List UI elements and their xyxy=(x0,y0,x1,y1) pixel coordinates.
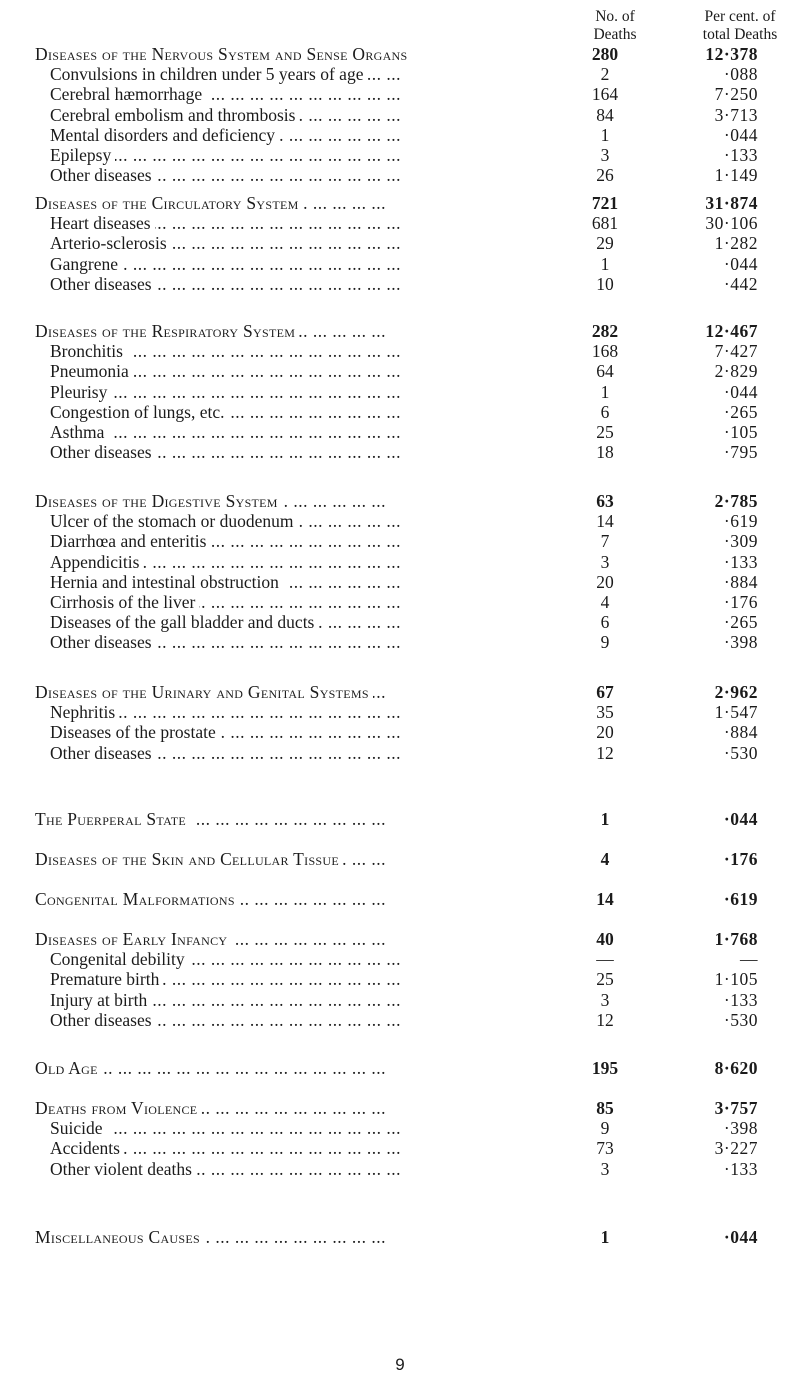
table-section xyxy=(0,889,800,909)
table-section xyxy=(0,849,800,869)
column-header-percent-line2: total Deaths xyxy=(702,26,778,43)
section-heading-row-deaths: 4 xyxy=(600,849,610,869)
table-row-label-text: Ulcer of the stomach or duodenum xyxy=(50,511,297,531)
section-heading-row-deaths: 85 xyxy=(596,1098,614,1118)
table-row-deaths: 12 xyxy=(596,1009,614,1030)
table-row-label xyxy=(50,422,545,442)
section-heading-row-percent: 2·962 xyxy=(714,682,758,702)
table-row-label xyxy=(50,722,545,742)
table-row-label xyxy=(50,382,545,402)
table-row-label xyxy=(50,612,545,632)
table-row-label xyxy=(50,1010,545,1030)
section-heading-row-label xyxy=(35,1058,545,1078)
table-row-deaths: 26 xyxy=(596,165,614,186)
table-row-deaths: 12 xyxy=(596,742,614,763)
table-section xyxy=(0,1227,800,1247)
table-row-label-text: Other diseases xyxy=(50,743,156,763)
section-heading-row-label-text: Diseases of the Nervous System and Sense Organs xyxy=(35,44,412,64)
table-row-percent: ·105 xyxy=(723,421,758,442)
table-row-percent: ·795 xyxy=(723,442,758,463)
table-row-deaths: 3 xyxy=(600,989,610,1010)
table-row-label xyxy=(50,125,545,145)
table-row-percent: ·044 xyxy=(723,253,758,274)
table-row-percent: ·442 xyxy=(723,273,758,294)
table-row-deaths: 9 xyxy=(600,632,610,653)
section-heading-row xyxy=(0,1227,800,1247)
section-heading-row-percent: 8·620 xyxy=(714,1058,758,1078)
table-row-deaths: 1 xyxy=(600,124,610,145)
table-section xyxy=(0,491,800,653)
table-row-label xyxy=(50,743,545,763)
table-row xyxy=(0,1010,800,1030)
section-heading-row-label xyxy=(35,682,545,702)
table-row-percent: 3·713 xyxy=(714,104,758,125)
section-heading-row xyxy=(0,44,800,64)
section-heading-row-deaths: 67 xyxy=(596,682,614,702)
table-row xyxy=(0,1118,800,1138)
section-heading-row xyxy=(0,849,800,869)
table-row xyxy=(0,145,800,165)
section-heading-row-label-text: Diseases of the Circulatory System xyxy=(35,193,303,213)
section-heading-row xyxy=(0,193,800,213)
section-heading-row-label xyxy=(35,1098,545,1118)
table-row-label-text: Other diseases xyxy=(50,274,156,294)
table-row-label xyxy=(50,84,545,104)
section-heading-row-deaths: 63 xyxy=(596,491,614,511)
table-row xyxy=(0,274,800,294)
table-section xyxy=(0,321,800,462)
table-row xyxy=(0,1159,800,1179)
table-row xyxy=(0,64,800,84)
table-row-label xyxy=(50,632,545,652)
table-row xyxy=(0,213,800,233)
table-row-deaths: 9 xyxy=(600,1118,610,1139)
table-row-label xyxy=(50,1138,545,1158)
section-heading-row-label-text: Diseases of the Skin and Cellular Tissue xyxy=(35,849,343,869)
table-section xyxy=(0,809,800,829)
table-row-label-text: Pleurisy xyxy=(50,382,111,402)
table-row-label xyxy=(50,702,545,722)
section-heading-row-deaths: 280 xyxy=(591,44,619,64)
table-row-percent: ·133 xyxy=(723,1158,758,1179)
section-heading-row xyxy=(0,889,800,909)
section-heading-row-percent: 12·378 xyxy=(705,44,758,64)
table-row-percent: ·530 xyxy=(723,1009,758,1030)
table-row xyxy=(0,572,800,592)
section-heading-row xyxy=(0,321,800,341)
section-heading-row-label xyxy=(35,44,545,64)
table-row xyxy=(0,990,800,1010)
section-heading-row-percent: 1·768 xyxy=(714,929,758,949)
table-row-deaths: 2 xyxy=(600,64,610,85)
table-section xyxy=(0,929,800,1030)
table-row-percent: 7·250 xyxy=(714,84,758,105)
column-header-deaths-line2: Deaths xyxy=(593,26,637,43)
table-row-label xyxy=(50,233,545,253)
table-row-label-text: Epilepsy xyxy=(50,145,115,165)
section-heading-row-label-text: Diseases of the Respiratory System xyxy=(35,321,299,341)
table-row-label xyxy=(50,64,545,84)
section-heading-row-label-text: Old Age xyxy=(35,1058,102,1078)
table-row-percent: 2·829 xyxy=(714,361,758,382)
table-row-label-text: Bronchitis xyxy=(50,341,127,361)
table-row-percent: ·133 xyxy=(723,989,758,1010)
table-row-label-text: Hernia and intestinal obstruction xyxy=(50,572,283,592)
table-row-label xyxy=(50,274,545,294)
table-row-label-text: Cerebral embolism and thrombosis xyxy=(50,105,299,125)
section-heading-row-label-text: Miscellaneous Causes xyxy=(35,1227,204,1247)
table-row xyxy=(0,531,800,551)
table-row-percent: ·044 xyxy=(723,381,758,402)
table-row-percent: ·309 xyxy=(723,531,758,552)
table-row-label-text: Other violent deaths xyxy=(50,1159,196,1179)
table-row-label xyxy=(50,949,545,969)
table-row-deaths: 29 xyxy=(596,233,614,254)
table-row-deaths: 35 xyxy=(596,702,614,723)
section-heading-row-percent: 3·757 xyxy=(714,1098,758,1118)
section-heading-row xyxy=(0,1098,800,1118)
table-row-percent: ·265 xyxy=(723,401,758,422)
table-row-percent: ·176 xyxy=(723,591,758,612)
section-heading-row-label xyxy=(35,849,545,869)
section-heading-row xyxy=(0,491,800,511)
table-row-label-text: Heart diseases xyxy=(50,213,155,233)
section-heading-row-percent: 31·874 xyxy=(705,193,758,213)
table-row-deaths: 20 xyxy=(596,722,614,743)
table-row-deaths: 10 xyxy=(596,273,614,294)
table-row-percent: 30·106 xyxy=(705,213,758,234)
table-row-label-text: Accidents xyxy=(50,1138,124,1158)
section-heading-row-label xyxy=(35,321,545,341)
table-row-label xyxy=(50,1118,545,1138)
table-row-label xyxy=(50,552,545,572)
table-row-deaths: 64 xyxy=(596,361,614,382)
table-row-deaths: 4 xyxy=(600,591,610,612)
section-heading-row-deaths: 1 xyxy=(600,809,610,829)
table-row-label xyxy=(50,531,545,551)
table-row-label-text: Suicide xyxy=(50,1118,107,1138)
page-number: 9 xyxy=(395,1355,405,1374)
table-section xyxy=(0,193,800,294)
table-row-percent: 7·427 xyxy=(714,341,758,362)
section-heading-row-label xyxy=(35,491,545,511)
section-heading-row-label xyxy=(35,809,545,829)
table-row-deaths: 1 xyxy=(600,381,610,402)
section-heading-row-percent: ·619 xyxy=(723,889,758,909)
section-heading-row-label-text: Congenital Malformations xyxy=(35,889,239,909)
table-row xyxy=(0,592,800,612)
section-heading-row-label-text: Diseases of the Digestive System xyxy=(35,491,282,511)
table-row-deaths: 18 xyxy=(596,442,614,463)
table-row-deaths: 164 xyxy=(591,84,619,105)
table-section xyxy=(0,1098,800,1179)
table-row-label-text: Congenital debility xyxy=(50,949,189,969)
table-row-deaths: 20 xyxy=(596,571,614,592)
column-header-percent xyxy=(680,8,800,44)
table-row xyxy=(0,511,800,531)
table-row-deaths: 25 xyxy=(596,969,614,990)
table-row xyxy=(0,402,800,422)
table-row-label-text: Arterio-sclerosis xyxy=(50,233,171,253)
table-row-label xyxy=(50,341,545,361)
section-heading-row-deaths: 195 xyxy=(591,1058,619,1078)
table-row-label-text: Diseases of the prostate xyxy=(50,722,220,742)
table-row xyxy=(0,722,800,742)
table-row xyxy=(0,105,800,125)
table-row-label-text: Congestion of lungs, etc. xyxy=(50,402,229,422)
section-heading-row xyxy=(0,1058,800,1078)
table-row-deaths: — xyxy=(596,949,614,970)
table-row-deaths: 14 xyxy=(596,511,614,532)
table-row xyxy=(0,702,800,722)
column-header-deaths-line1: No. of xyxy=(595,8,635,25)
table-row xyxy=(0,165,800,185)
table-row xyxy=(0,969,800,989)
table-row-deaths: 1 xyxy=(600,253,610,274)
table-row-percent: ·133 xyxy=(723,551,758,572)
table-row-label xyxy=(50,105,545,125)
section-heading-row-label xyxy=(35,889,545,909)
table-row xyxy=(0,382,800,402)
table-row xyxy=(0,341,800,361)
table-row xyxy=(0,1138,800,1158)
table-row-label xyxy=(50,145,545,165)
section-heading-row-label-text: Deaths from Violence xyxy=(35,1098,201,1118)
table-row-deaths: 3 xyxy=(600,1158,610,1179)
section-heading-row-label-text: Diseases of Early Infancy xyxy=(35,929,231,949)
table-row xyxy=(0,422,800,442)
table-row-label-text: Pneumonia xyxy=(50,361,133,381)
section-heading-row-label-text: The Puerperal State xyxy=(35,809,190,829)
table-row-percent: ·398 xyxy=(723,1118,758,1139)
section-heading-row-label xyxy=(35,929,545,949)
table-row-percent: ·044 xyxy=(723,124,758,145)
table-row-deaths: 3 xyxy=(600,551,610,572)
table-row-label xyxy=(50,361,545,381)
table-row xyxy=(0,233,800,253)
table-row xyxy=(0,254,800,274)
section-heading-row xyxy=(0,929,800,949)
table-section xyxy=(0,44,800,185)
table-row-percent: ·619 xyxy=(723,511,758,532)
table-row xyxy=(0,125,800,145)
table-row-deaths: 681 xyxy=(591,213,619,234)
table-row xyxy=(0,442,800,462)
table-row-label-text: Other diseases xyxy=(50,442,156,462)
section-heading-row-percent: ·176 xyxy=(723,849,758,869)
table-row-deaths: 168 xyxy=(591,341,619,362)
table-row-percent: — xyxy=(740,949,758,970)
table-row-label-text: Mental disorders and deficiency xyxy=(50,125,279,145)
table-row-label-text: Other diseases xyxy=(50,632,156,652)
table-row-deaths: 3 xyxy=(600,144,610,165)
table-row-percent: 1·149 xyxy=(714,165,758,186)
section-heading-row-deaths: 282 xyxy=(591,321,619,341)
table-row-label xyxy=(50,254,545,274)
table-row-label-text: Other diseases xyxy=(50,1010,156,1030)
table-row xyxy=(0,361,800,381)
table-row xyxy=(0,552,800,572)
table-row-label xyxy=(50,572,545,592)
table-row-label xyxy=(50,213,545,233)
table-row-label-text: Injury at birth xyxy=(50,990,151,1010)
table-row xyxy=(0,743,800,763)
table-row xyxy=(0,612,800,632)
table-row-percent: ·884 xyxy=(723,571,758,592)
table-row-deaths: 6 xyxy=(600,401,610,422)
table-row-label xyxy=(50,402,545,422)
section-heading-row xyxy=(0,682,800,702)
table-row-label xyxy=(50,511,545,531)
table-row-percent: 1·105 xyxy=(714,969,758,990)
section-heading-row-deaths: 721 xyxy=(591,193,619,213)
table-row xyxy=(0,84,800,104)
table-row-deaths: 73 xyxy=(596,1138,614,1159)
table-row-percent: 3·227 xyxy=(714,1138,758,1159)
section-heading-row-deaths: 40 xyxy=(596,929,614,949)
table-row-label-text: Appendicitis xyxy=(50,552,143,572)
table-row-label xyxy=(50,442,545,462)
table-row-label-text: Convulsions in children under 5 years of age xyxy=(50,64,367,84)
table-row-label-text: Diseases of the gall bladder and ducts xyxy=(50,612,318,632)
section-heading-row-label xyxy=(35,193,545,213)
table-row-deaths: 6 xyxy=(600,612,610,633)
column-header-deaths xyxy=(560,8,670,44)
table-row-label-text: Nephritis xyxy=(50,702,119,722)
table-row-percent: ·884 xyxy=(723,722,758,743)
table-row-percent: ·088 xyxy=(723,64,758,85)
table-row-percent: ·398 xyxy=(723,632,758,653)
table-section xyxy=(0,1058,800,1078)
table-row-label-text: Cirrhosis of the liver xyxy=(50,592,199,612)
section-heading-row-percent: ·044 xyxy=(723,809,758,829)
section-heading-row-label xyxy=(35,1227,545,1247)
column-header-percent-line1: Per cent. of xyxy=(704,8,776,25)
section-heading-row xyxy=(0,809,800,829)
table-row-percent: ·530 xyxy=(723,742,758,763)
table-row-label-text: Other diseases xyxy=(50,165,156,185)
table-row-label xyxy=(50,969,545,989)
table-row-label xyxy=(50,990,545,1010)
table-row-label-text: Premature birth xyxy=(50,969,163,989)
table-row-percent: ·265 xyxy=(723,612,758,633)
section-heading-row-deaths: 14 xyxy=(596,889,614,909)
section-heading-row-percent: 12·467 xyxy=(705,321,758,341)
table-row-label-text: Gangrene xyxy=(50,254,122,274)
table-row-deaths: 25 xyxy=(596,421,614,442)
table-row-label-text: Cerebral hæmorrhage xyxy=(50,84,206,104)
table-row-percent: ·133 xyxy=(723,144,758,165)
table-row-deaths: 84 xyxy=(596,104,614,125)
table-row-percent: 1·282 xyxy=(714,233,758,254)
table-row-label-text: Asthma xyxy=(50,422,108,442)
table-row xyxy=(0,949,800,969)
table-section xyxy=(0,682,800,763)
section-heading-row-percent: 2·785 xyxy=(714,491,758,511)
table-row-percent: 1·547 xyxy=(714,702,758,723)
section-heading-row-label-text: Diseases of the Urinary and Genital Systems xyxy=(35,682,373,702)
table-row-label-text: Diarrhœa and enteritis xyxy=(50,531,210,551)
table-row-label xyxy=(50,165,545,185)
section-heading-row-percent: ·044 xyxy=(723,1227,758,1247)
section-heading-row-deaths: 1 xyxy=(600,1227,610,1247)
table-row-deaths: 7 xyxy=(600,531,610,552)
table-row-label xyxy=(50,1159,545,1179)
table-row-label xyxy=(50,592,545,612)
table-row xyxy=(0,632,800,652)
